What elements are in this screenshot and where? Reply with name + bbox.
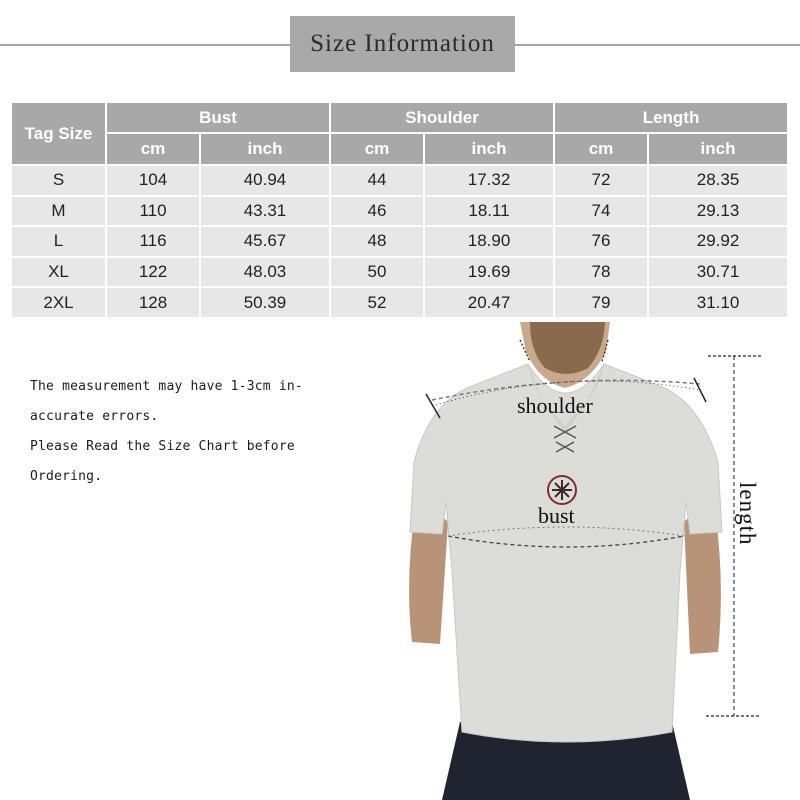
tag-size-header: Tag Size [11,102,106,165]
unit-header: cm [106,133,200,165]
bust-header: Bust [106,102,330,133]
table-row [11,287,788,318]
shirt-illustration [0,322,800,800]
table-cell: 116 [106,226,200,257]
table-cell: 44 [330,165,424,196]
shoulder-header: Shoulder [330,102,554,133]
page-title: Size Information [290,16,515,72]
table-unit-header-row [11,133,788,165]
emblem-icon [548,476,576,504]
table-row [11,196,788,227]
table-cell: 50 [330,257,424,288]
table-row [11,226,788,257]
table-cell: 76 [554,226,648,257]
table-cell: 31.10 [648,287,788,318]
table-cell: 74 [554,196,648,227]
shoulder-label: shoulder [517,393,593,418]
table-cell: 18.11 [424,196,554,227]
table-cell: 46 [330,196,424,227]
unit-header: inch [424,133,554,165]
table-cell: 45.67 [200,226,330,257]
unit-header: inch [648,133,788,165]
table-row [11,257,788,288]
unit-header: inch [200,133,330,165]
tag-size-cell: M [11,196,106,227]
tag-size-cell: S [11,165,106,196]
table-cell: 110 [106,196,200,227]
table-cell: 18.90 [424,226,554,257]
table-cell: 72 [554,165,648,196]
note-line: The measurement may have 1-3cm in- [30,379,303,394]
table-cell: 29.13 [648,196,788,227]
table-cell: 52 [330,287,424,318]
table-cell: 79 [554,287,648,318]
table-cell: 20.47 [424,287,554,318]
table-cell: 48 [330,226,424,257]
table-cell: 19.69 [424,257,554,288]
table-cell: 43.31 [200,196,330,227]
note-line: accurate errors. [30,409,159,424]
table-cell: 30.71 [648,257,788,288]
size-chart-table [10,101,789,319]
table-cell: 40.94 [200,165,330,196]
table-row [11,165,788,196]
table-group-header-row [11,102,788,133]
table-cell: 17.32 [424,165,554,196]
note-line: Please Read the Size Chart before [30,439,295,454]
table-cell: 78 [554,257,648,288]
length-label: length [735,482,760,546]
table-cell: 104 [106,165,200,196]
table-cell: 50.39 [200,287,330,318]
note-line: Ordering. [30,469,103,484]
tag-size-cell: XL [11,257,106,288]
unit-header: cm [554,133,648,165]
table-cell: 28.35 [648,165,788,196]
table-cell: 48.03 [200,257,330,288]
bust-label: bust [538,503,575,528]
shirt-measurement-diagram [0,322,800,800]
table-cell: 128 [106,287,200,318]
table-cell: 122 [106,257,200,288]
tag-size-cell: 2XL [11,287,106,318]
table-cell: 29.92 [648,226,788,257]
unit-header: cm [330,133,424,165]
length-header: Length [554,102,788,133]
tag-size-cell: L [11,226,106,257]
